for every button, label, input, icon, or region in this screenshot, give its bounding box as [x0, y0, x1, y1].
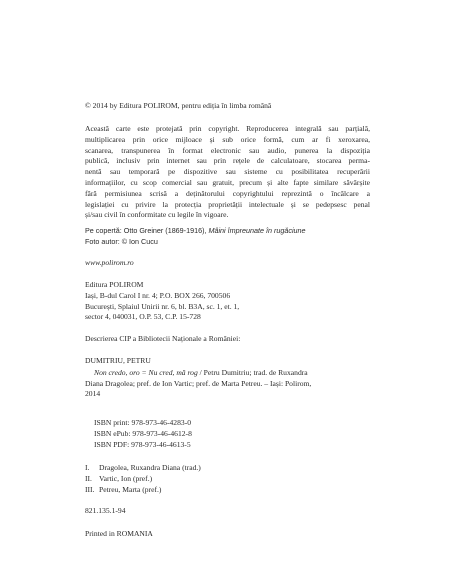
list-number: III. — [85, 484, 95, 494]
cip-record — [85, 356, 370, 400]
rights-line: publică, inclusiv prin internet sau prin rețele de calculatoare, stocarea perma- — [85, 156, 370, 166]
website-block — [85, 258, 370, 269]
cip-title: Non credo, oro = Nu cred, mă rog — [94, 367, 198, 377]
rights-line: Această carte este protejată prin copyright. Reproducerea integrală sau parțială, — [85, 124, 370, 133]
isbn-print: ISBN print: 978-973-46-4283-0 — [94, 418, 192, 427]
printed-in: Printed in ROMANIA — [85, 529, 153, 538]
copyright-line: © 2014 by Editura POLIROM, pentru ediția în limba română — [85, 101, 272, 110]
contributors-list — [85, 463, 370, 495]
list-number: II. — [85, 473, 92, 483]
address-line: Iași, B-dul Carol I nr. 4; P.O. BOX 266, 700506 — [85, 290, 231, 300]
cip-author: DUMITRIU, PETRU — [85, 356, 151, 365]
cip-desc-2: Diana Dragolea; pref. de Ion Vartic; pref. de Marta Petreu. – Iași: Polirom, — [85, 378, 312, 388]
list-item — [85, 474, 370, 485]
address-line: Editura POLIROM — [85, 280, 144, 289]
classification-block — [85, 506, 370, 517]
contributor-name: Dragolea, Ruxandra Diana (trad.) — [99, 463, 201, 472]
classification-number: 821.135.1-94 — [85, 506, 126, 515]
copyright-notice — [85, 101, 370, 112]
rights-line: legislației cu privire la protecția proprietății intelectuale și se pedepsesc penal — [85, 199, 370, 209]
cover-credits — [85, 226, 370, 248]
printed-block — [85, 529, 370, 540]
rights-paragraph — [85, 124, 370, 221]
rights-line: și/sau civil în conformitate cu legile în vigoare. — [85, 210, 229, 220]
address-line: București, Splaiul Unirii nr. 6, bl. B3A, sc. 1, et. 1, — [85, 301, 240, 311]
isbn-pdf: ISBN PDF: 978-973-46-4613-5 — [94, 439, 191, 449]
isbn-epub: ISBN ePub: 978-973-46-4612-8 — [94, 428, 192, 438]
address-line: sector 4, 040031, O.P. 53, C.P. 15-728 — [85, 312, 201, 322]
cip-heading: Descrierea CIP a Bibliotecii Naționale a României: — [85, 334, 241, 343]
rights-line: nentă sau temporară pe dispozitive sau sisteme cu posibilitatea recuperării — [85, 167, 370, 177]
photo-credit: Foto autor: © Ion Cucu — [85, 236, 158, 246]
isbn-block — [85, 418, 370, 450]
website-link[interactable]: www.polirom.ro — [85, 258, 134, 267]
cip-description — [85, 368, 370, 379]
contributor-name: Vartic, Ion (pref.) — [99, 473, 153, 483]
contributor-name: Petreu, Marta (pref.) — [99, 484, 162, 494]
cover-prefix: Pe copertă: Otto Greiner (1869-1916), — [85, 226, 209, 235]
cip-desc-3: 2014 — [85, 389, 101, 399]
cover-title: Mâini împreunate în rugăciune — [208, 226, 306, 235]
list-item — [85, 485, 370, 496]
rights-line: fără permisiunea scrisă a deținătorului copyrightului reprezintă o încălcare a — [85, 188, 370, 198]
list-number: I. — [85, 463, 90, 472]
cip-heading-block — [85, 334, 370, 345]
cover-line — [85, 226, 370, 237]
publisher-address — [85, 280, 370, 323]
rights-line: multiplicarea prin orice mijloace și sub orice formă, cum ar fi xeroxarea, — [85, 134, 370, 144]
cip-desc-1: / Petru Dumitriu; trad. de Ruxandra — [197, 367, 308, 377]
list-item — [85, 463, 370, 474]
rights-line: informațiilor, cu scop comercial sau gratuit, precum și alte fapte similare săvârșite — [85, 177, 370, 187]
rights-line: scanarea, transpunerea în format electronic sau audio, punerea la dispoziția — [85, 145, 370, 155]
